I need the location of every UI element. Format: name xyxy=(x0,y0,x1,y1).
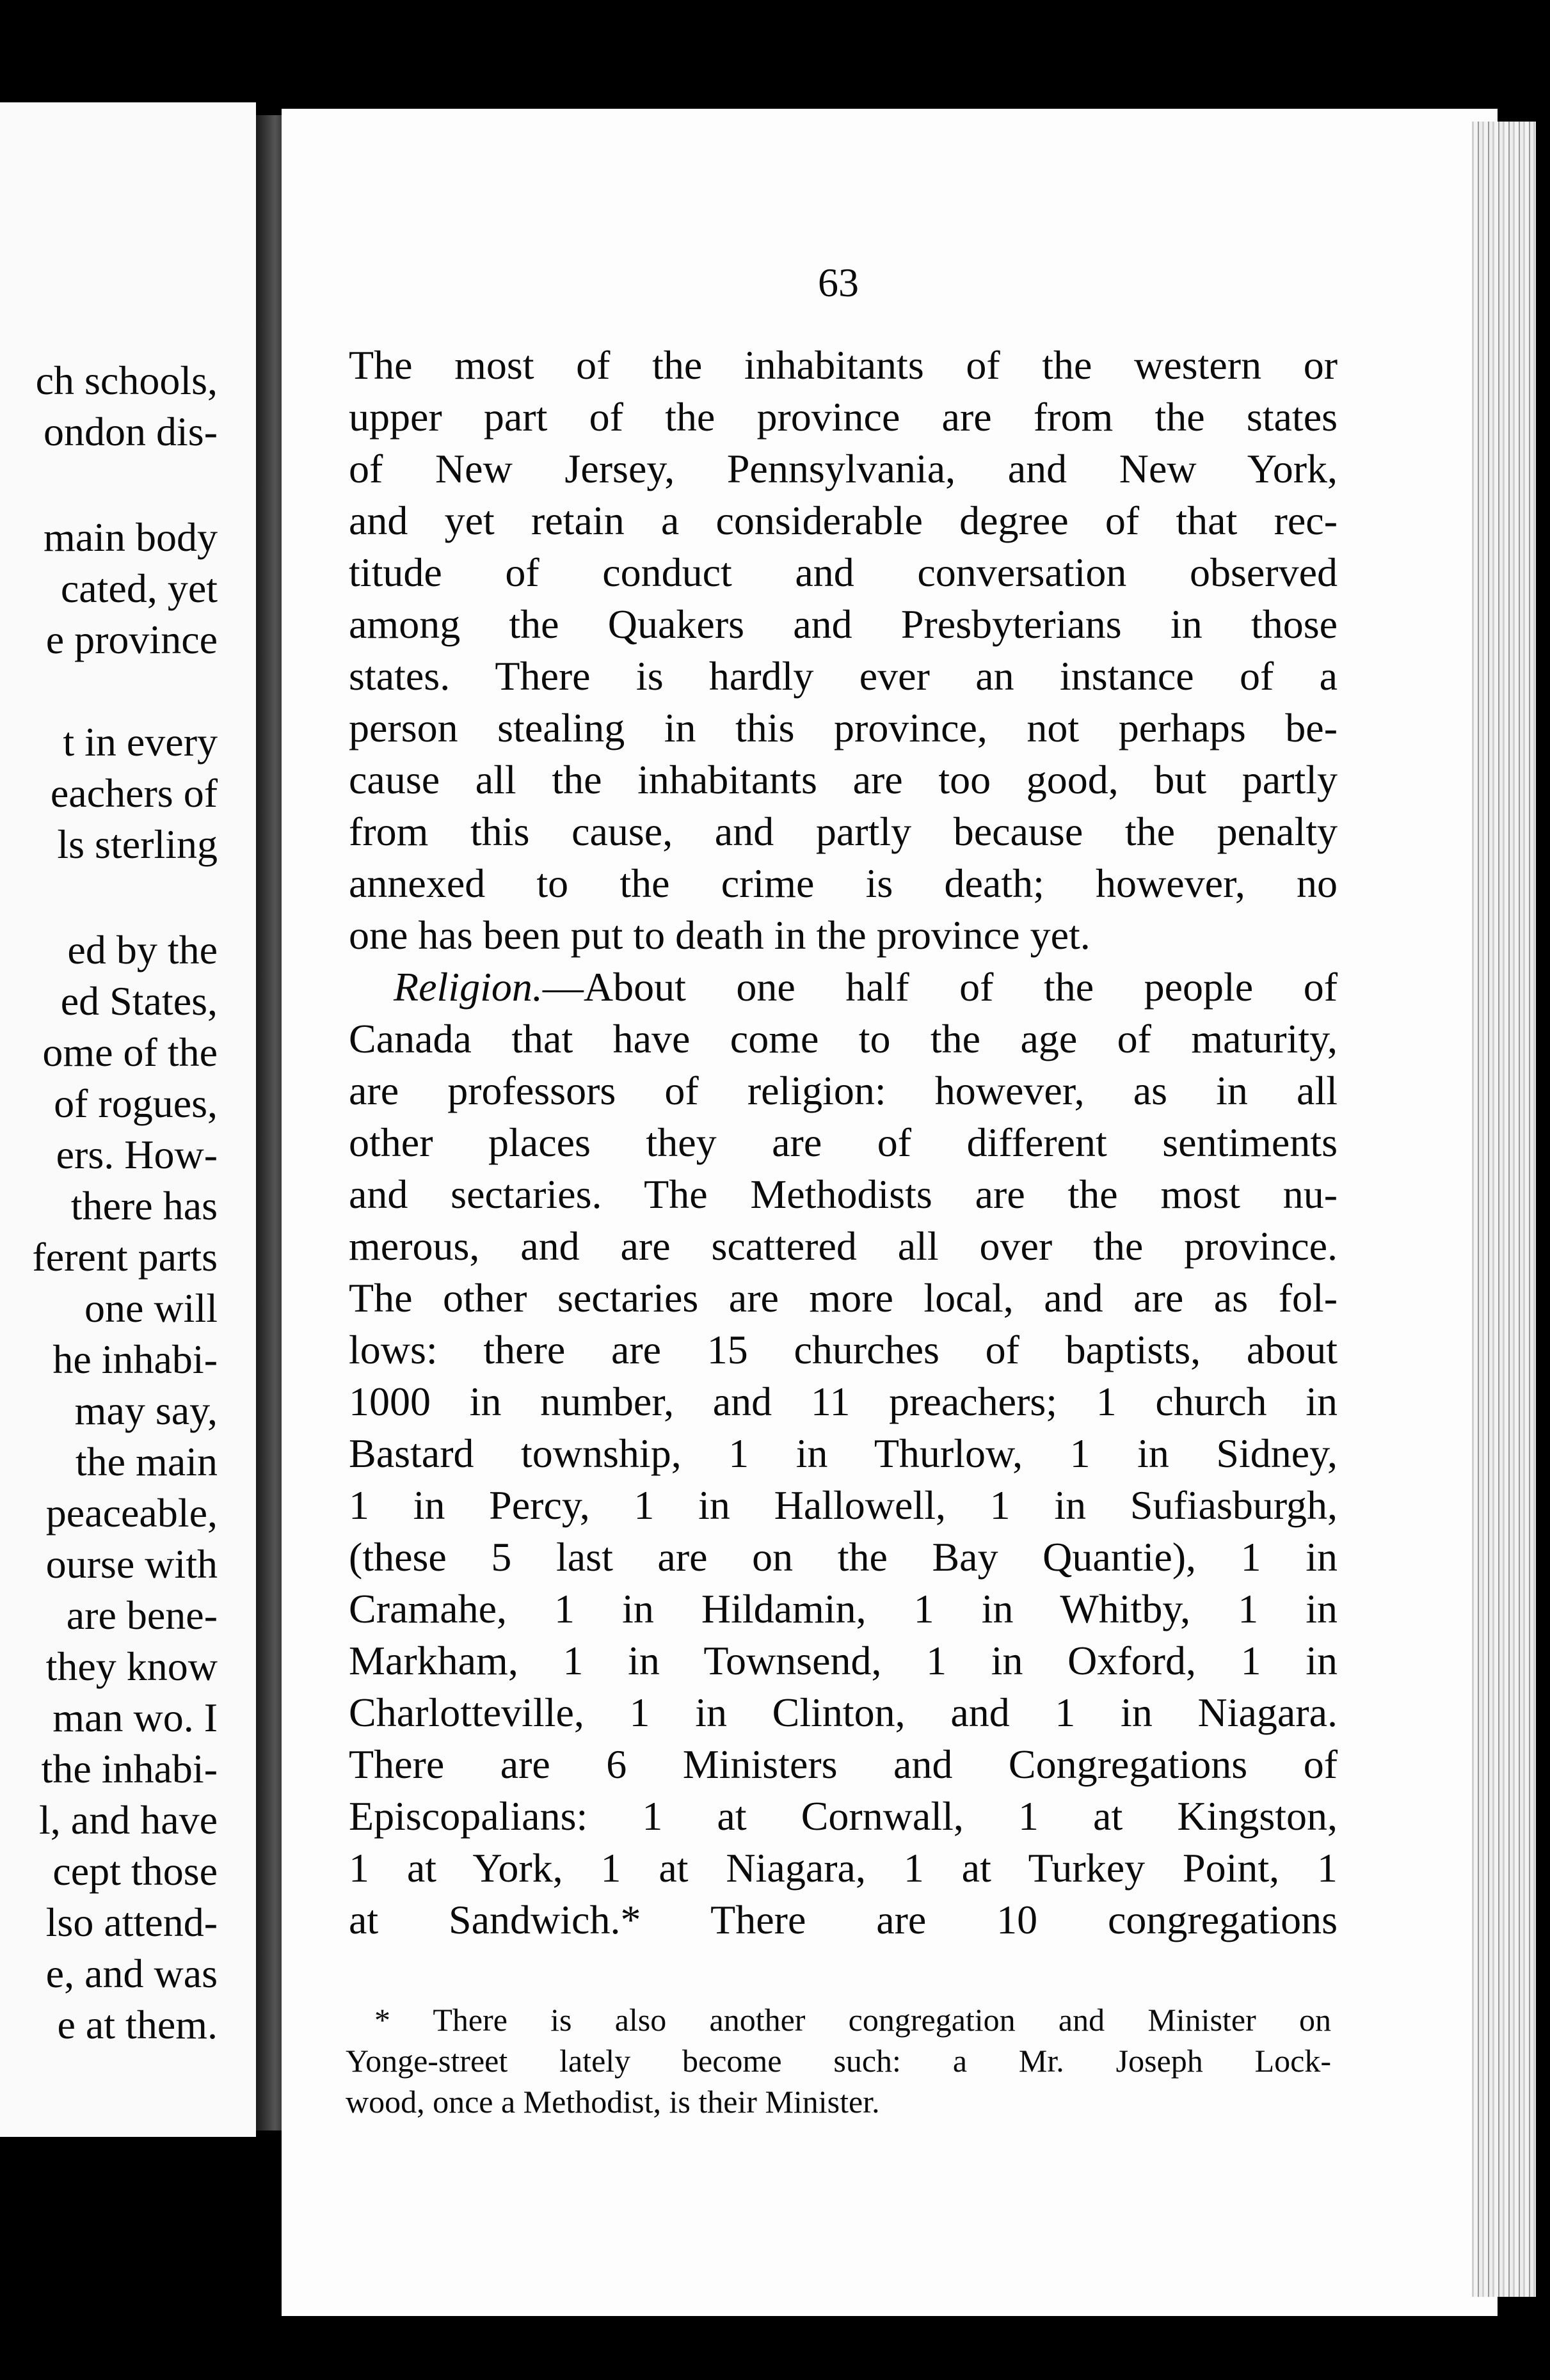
prev-page-line: ers. How- xyxy=(56,1132,218,1177)
religion-heading: Religion. xyxy=(394,964,543,1010)
page-number: 63 xyxy=(818,260,859,305)
text-line: 1 in Percy, 1 in Hallowell, 1 in Sufiasburgh, xyxy=(349,1482,1338,1528)
prev-page-line: the inhabi- xyxy=(41,1746,218,1791)
prev-page-line: of rogues, xyxy=(54,1081,218,1126)
text-line: among the Quakers and Presbyterians in those xyxy=(349,601,1338,647)
prev-page-line: man wo. I xyxy=(52,1695,218,1740)
text-line: 1 at York, 1 at Niagara, 1 at Turkey Point, 1 xyxy=(349,1845,1338,1891)
prev-page-line: are bene- xyxy=(66,1592,218,1638)
footnote-line: * There is also another congregation and Minister on xyxy=(374,2002,1331,2038)
text-line: states. There is hardly ever an instance of a xyxy=(349,653,1338,699)
prev-page-line: ferent parts xyxy=(32,1234,218,1280)
text-line: Episcopalians: 1 at Cornwall, 1 at Kingston, xyxy=(349,1793,1338,1839)
previous-page xyxy=(0,102,256,2137)
text-line: merous, and are scattered all over the province. xyxy=(349,1223,1338,1269)
body-text xyxy=(349,339,1338,1946)
text-line: and sectaries. The Methodists are the most nu- xyxy=(349,1171,1338,1217)
text-line: of New Jersey, Pennsylvania, and New York, xyxy=(349,446,1338,491)
prev-page-line: ourse with xyxy=(45,1541,218,1587)
prev-page-line: may say, xyxy=(74,1388,218,1433)
prev-page-line: main body xyxy=(44,514,218,560)
prev-page-line: ed States, xyxy=(60,978,218,1024)
prev-page-line: e, and was xyxy=(45,1951,218,1996)
text-line: annexed to the crime is death; however, no xyxy=(349,861,1338,906)
prev-page-line: ome of the xyxy=(42,1029,218,1075)
prev-page-line: ed by the xyxy=(67,927,218,972)
text-line: cause all the inhabitants are too good, but partly xyxy=(349,757,1338,802)
prev-page-line: ondon dis- xyxy=(44,409,218,454)
text-line: Canada that have come to the age of maturity, xyxy=(349,1016,1338,1061)
text-line: person stealing in this province, not perhaps be- xyxy=(349,705,1338,750)
text-line: The most of the inhabitants of the western or xyxy=(349,342,1338,388)
text-line: Cramahe, 1 in Hildamin, 1 in Whitby, 1 in xyxy=(349,1586,1338,1631)
prev-page-line: e province xyxy=(45,617,218,662)
prev-page-line: ch schools, xyxy=(35,358,218,403)
prev-page-line: one will xyxy=(84,1285,218,1331)
text-line: lows: there are 15 churches of baptists, about xyxy=(349,1327,1338,1372)
prev-page-line: cated, yet xyxy=(60,566,218,611)
text-line: 1000 in number, and 11 preachers; 1 church in xyxy=(349,1379,1338,1424)
prev-page-line: l, and have xyxy=(39,1797,218,1843)
prev-page-line: ls sterling xyxy=(57,821,218,867)
text-line: from this cause, and partly because the penalty xyxy=(349,809,1338,854)
prev-page-line: peaceable, xyxy=(45,1490,218,1535)
prev-page-line: he inhabi- xyxy=(52,1337,218,1382)
prev-page-line: the main xyxy=(75,1439,218,1484)
footnote xyxy=(346,1999,1331,2122)
text-line: other places they are of different sentiments xyxy=(349,1120,1338,1165)
religion-first-line: —About one half of the people of xyxy=(542,964,1338,1010)
footnote-line: Yonge-street lately become such: a Mr. Joseph Lock- xyxy=(346,2043,1331,2079)
religion-paragraph-start xyxy=(349,961,1338,1013)
prev-page-line: cept those xyxy=(52,1848,218,1894)
text-line: are professors of religion: however, as in all xyxy=(349,1068,1338,1113)
text-line: Bastard township, 1 in Thurlow, 1 in Sidney, xyxy=(349,1431,1338,1476)
text-line: titude of conduct and conversation observed xyxy=(349,550,1338,595)
text-line: Markham, 1 in Townsend, 1 in Oxford, 1 in xyxy=(349,1638,1338,1683)
prev-page-line: lso attend- xyxy=(45,1900,218,1945)
page-edges xyxy=(1472,122,1536,2297)
text-line: The other sectaries are more local, and are as fol- xyxy=(349,1275,1338,1321)
prev-page-line: e at them. xyxy=(57,2002,218,2047)
footnote-line: wood, once a Methodist, is their Minister. xyxy=(346,2084,880,2120)
text-line: at Sandwich.* There are 10 congregations xyxy=(349,1897,1338,1942)
prev-page-line: there has xyxy=(70,1183,218,1228)
prev-page-line: eachers of xyxy=(50,770,218,816)
text-line: Charlotteville, 1 in Clinton, and 1 in Niagara. xyxy=(349,1690,1338,1735)
text-line: and yet retain a considerable degree of that rec- xyxy=(349,498,1338,543)
text-line: one has been put to death in the province yet. xyxy=(349,912,1091,958)
prev-page-line: they know xyxy=(45,1644,218,1689)
prev-page-line: t in every xyxy=(63,719,218,765)
text-line: (these 5 last are on the Bay Quantie), 1 in xyxy=(349,1534,1338,1580)
text-line: upper part of the province are from the states xyxy=(349,394,1338,440)
text-line: There are 6 Ministers and Congregations of xyxy=(349,1741,1338,1787)
